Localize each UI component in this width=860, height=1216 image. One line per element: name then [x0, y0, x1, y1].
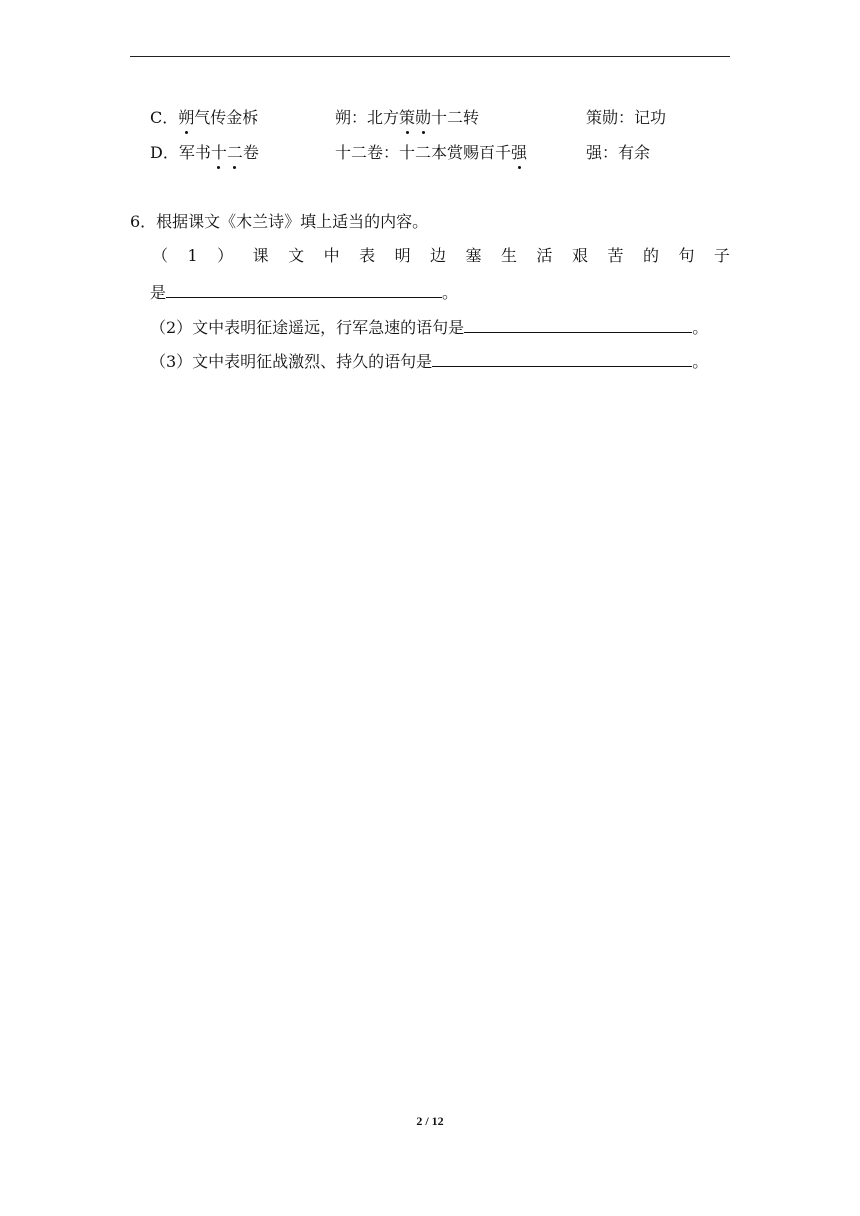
question-6-1-char: 边 [430, 246, 447, 265]
option-d-dot-char-1: 十 [210, 143, 227, 162]
question-6-3 [150, 350, 708, 372]
option-d-phrase [150, 143, 259, 163]
question-6-title: 6．根据课文《木兰诗》填上适当的内容。 [130, 212, 429, 231]
question-6-1-char: 子 [713, 246, 730, 265]
question-6-1-prompt [152, 246, 730, 266]
option-c-phrase-dotted: 朔 [178, 108, 195, 127]
option-c-example [335, 108, 479, 128]
option-d-phrase-post: 卷 [242, 143, 259, 162]
question-6-1-char: 1 [187, 246, 198, 265]
answer-blank-1[interactable] [166, 281, 442, 298]
option-d-label: D． [150, 143, 179, 162]
question-6-1-char: ） [217, 246, 234, 265]
answer-blank-3[interactable] [432, 350, 692, 367]
option-c-phrase [150, 108, 258, 128]
option-d-phrase-pre: 军书 [178, 143, 211, 162]
question-6-3-text: （3）文中表明征战激烈、持久的语句是 [150, 352, 433, 371]
option-d-dot-char-2: 二 [226, 143, 243, 162]
question-6-1-char: 中 [323, 246, 340, 265]
question-6-1-char: 课 [252, 246, 269, 265]
option-d-example-dotted: 强 [511, 143, 528, 162]
option-c-definition: 策勋：记功 [586, 108, 667, 127]
question-6-2-end: 。 [692, 318, 709, 337]
option-d-definition: 强：有余 [586, 143, 651, 162]
question-6-1-char: 明 [394, 246, 411, 265]
question-6-1-char: 苦 [607, 246, 624, 265]
question-6-1-end: 。 [442, 283, 459, 302]
option-c-example-post: 十二转 [431, 108, 480, 127]
question-6-1-char: 表 [359, 246, 376, 265]
question-6-1-char: 生 [501, 246, 518, 265]
question-6-1-char: 活 [536, 246, 553, 265]
answer-blank-2[interactable] [464, 316, 692, 333]
question-6-1-answer-line [150, 281, 458, 303]
question-6-1-char: 的 [642, 246, 659, 265]
option-c-phrase-post: 气传金柝 [194, 108, 259, 127]
question-6-2-text: （2）文中表明征途遥远，行军急速的语句是 [150, 318, 465, 337]
question-6-1-char: 句 [678, 246, 695, 265]
option-c-dot-char-1: 策 [399, 108, 416, 127]
question-6-2 [150, 316, 708, 338]
option-d-phrase-dotted [211, 143, 243, 162]
option-d-example-pre: 十二卷：十二本赏赐百千 [335, 143, 512, 162]
question-6-1-char: 文 [288, 246, 305, 265]
question-6-1-char: 艰 [571, 246, 588, 265]
header-rule [130, 56, 730, 57]
option-c-example-dotted [399, 108, 431, 127]
option-d-example [335, 143, 527, 163]
option-c-example-pre: 朔：北方 [335, 108, 400, 127]
question-6-3-end: 。 [692, 352, 709, 371]
page-number: 2 / 12 [416, 1114, 444, 1128]
question-6-1-char: 塞 [465, 246, 482, 265]
question-6-1-char: （ [152, 246, 169, 265]
question-6-1-continuation: 是 [150, 283, 167, 302]
option-c-label: C． [150, 108, 179, 127]
option-c-dot-char-2: 勋 [415, 108, 432, 127]
